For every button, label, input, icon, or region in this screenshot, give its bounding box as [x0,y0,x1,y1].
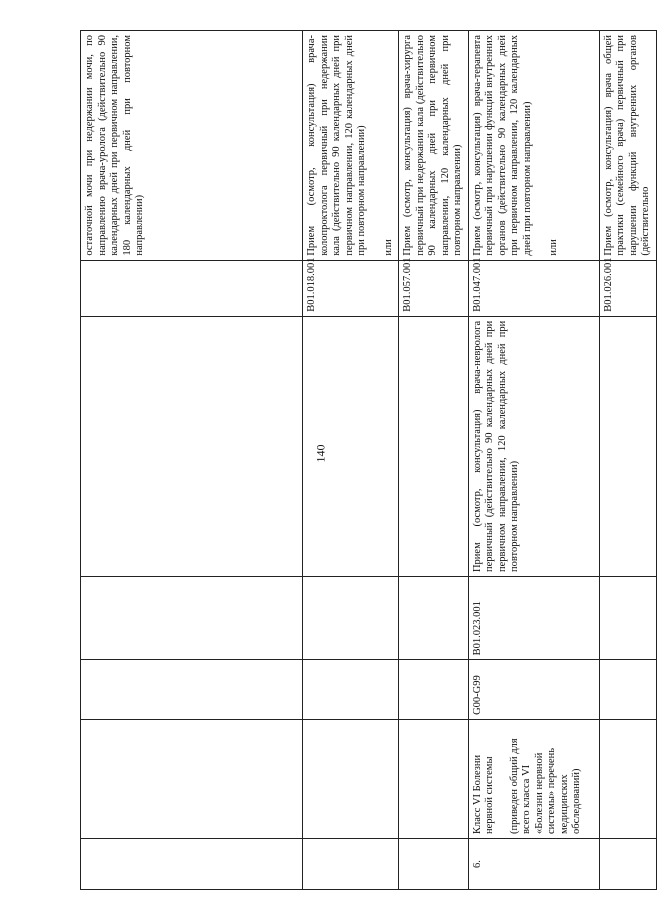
additional-code-cell: B01.057.001 [399,260,469,316]
disease-class-cell [303,719,399,838]
additional-service-text: Прием (осмотр, консультация) врача-терапевта первичный при нарушении функций внутренних органов (действительно 90 календарных дней при первичном направлении, 120 календарных дней при повторном направлении) [471,35,533,256]
disease-class-note: (приведен общий для всего класса VI «Болезни нервной системы» перечень медицинских обследований) [508,738,582,834]
mkb-code-cell [599,660,656,720]
additional-service-text: или [548,239,559,256]
additional-service-text: остаточной мочи при недержании мочи, по направлению врача-уролога (действительно 90 календарных дней при первичном направлении, 180 календарных дней при повторном направлении) [84,35,145,256]
row-number-cell [303,838,399,889]
additional-service-text: Прием (осмотр, консультация) врача-хирурга первичный при недержании кала (действительно 90 календарных дней при первичном направлении, 120 календарных дней при повторном направлении) [402,35,463,256]
additional-service-cell [468,31,599,261]
additional-service-cell [81,31,303,261]
service-cell [599,316,656,576]
mkb-code-cell [81,660,303,720]
additional-code-cell: B01.018.001 [303,260,399,316]
table-row [303,31,399,890]
disease-class-cell [81,719,303,838]
row-number-cell [599,838,656,889]
row-number-cell: 6. [468,838,599,889]
services-table [80,30,657,890]
table-row [599,31,656,890]
table-row [468,31,599,890]
additional-service-text: Прием (осмотр, консультация) врача-колопроктолога первичный при недержании кала (действительно 90 календарных дней при первичном направлении, 120 календарных дней при повторном направлении) [306,35,367,256]
service-code-cell: B01.023.001 [468,577,599,660]
table-row [399,31,469,890]
mkb-code-cell [303,660,399,720]
additional-code-cell: B01.047.001 [468,260,599,316]
disease-class-cell [599,719,656,838]
disease-class-cell [399,719,469,838]
mkb-code-cell: G00-G99 [468,660,599,720]
additional-service-cell [599,31,656,261]
row-number-cell [399,838,469,889]
table-row [81,31,303,890]
mkb-code-cell [399,660,469,720]
additional-service-cell [399,31,469,261]
document-page [80,30,651,890]
additional-service-text: или [382,239,394,256]
service-cell: Прием (осмотр, консультация) врача-невролога первичный (действительно 90 календарных дней при первичном направлении, 120 календарных дней при повторном направлении) [468,316,599,576]
disease-class-cell [468,719,599,838]
service-cell [303,316,399,576]
additional-service-cell [303,31,399,261]
additional-code-cell [81,260,303,316]
service-code-cell [599,577,656,660]
disease-class-title: Класс VI Болезни нервной системы [471,754,495,834]
service-code-cell [399,577,469,660]
service-cell [399,316,469,576]
row-number-cell [81,838,303,889]
additional-service-text: Прием (осмотр, консультация) врача общей практики (семейного врача) первичный при нарушении функций внутренних органов (действительно [602,35,651,256]
service-code-cell [303,577,399,660]
service-code-cell [81,577,303,660]
service-cell [81,316,303,576]
page-number: 140 [313,444,328,462]
additional-code-cell: B01.026.001 [599,260,656,316]
